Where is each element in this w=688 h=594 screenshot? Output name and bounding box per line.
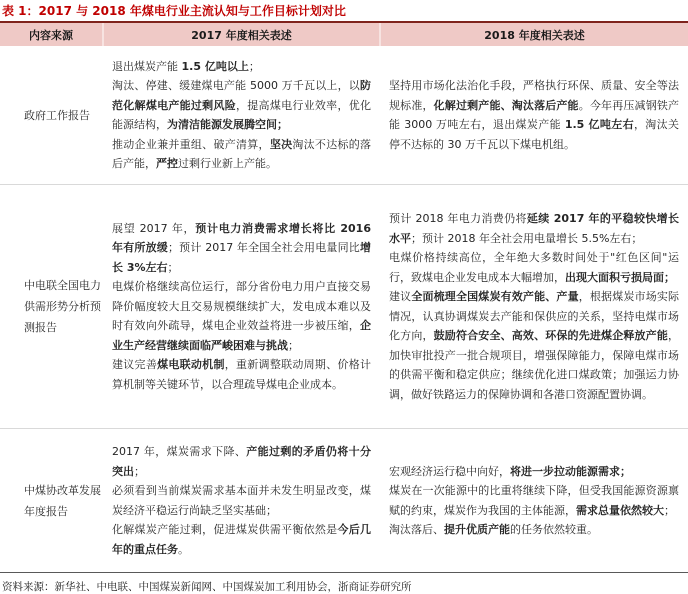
source-cell-government-work-report: 政府工作报告: [0, 46, 103, 185]
paragraph: 电煤价格继续高位运行，部分省份电力用户直接交易降价幅度较大且交易规模继续扩大，发电成本难以及时有效向外疏导，煤电企业效益将进一步被压缩，企业生产经营继续面临严峻困难与挑战；: [112, 280, 371, 352]
paragraph: 化解煤炭产能过剩，促进煤炭供需平衡依然是今后几年的重点任务。: [112, 523, 371, 556]
table-row: [0, 429, 688, 573]
cell-2018-government: [380, 46, 688, 185]
paragraph: 展望 2017 年，预计电力消费需求增长将比 2016 年有所放缓；预计 2017 年全国全社会用电量同比增长 3%左右；: [112, 221, 371, 274]
paragraph: 推动企业兼并重组、破产清算，坚决淘汰不达标的落后产能，严控过剩行业新上产能。: [112, 137, 372, 170]
table-title: 表 1：2017 与 2018 年煤电行业主流认知与工作目标计划对比: [2, 4, 346, 18]
comparison-table: [0, 23, 688, 573]
cell-2017-government: [103, 46, 380, 185]
paragraph: 预计 2018 年电力消费仍将延续 2017 年的平稳较快增长水平；预计 2018 年全社会用电量增长 5.5%左右；: [389, 212, 679, 245]
table-row: [0, 185, 688, 429]
source-cell-cnca-annual-report: 中煤协改革发展年度报告: [0, 429, 103, 573]
paragraph: 必须看到当前煤炭需求基本面并未发生明显改变，煤炭经济平稳运行尚缺乏坚实基础；: [112, 484, 371, 517]
paragraph: 2017 年，煤炭需求下降、产能过剩的矛盾仍将十分突出；: [112, 445, 371, 478]
cell-2017-cec: [103, 185, 380, 429]
paragraph: 淘汰、停建、缓建煤电产能 5000 万千瓦以上，以防范化解煤电产能过剩风险，提高煤电行业效率，优化能源结构，为清洁能源发展腾空间；: [112, 79, 371, 131]
paragraph: 退出煤炭产能 1.5 亿吨以上；: [112, 59, 260, 73]
header-2017-statements: 2017 年度相关表述: [103, 23, 380, 46]
header-row: [0, 23, 688, 46]
paragraph: 建议完善煤电联动机制，重新调整联动周期、价格计算机制等关键环节，以合理疏导煤电企业成本。: [112, 358, 372, 391]
cell-2017-cnca: [103, 429, 380, 573]
source-cell-cec-forecast-report: 中电联全国电力供需形势分析预测报告: [0, 185, 103, 429]
cell-2018-cec: [380, 185, 688, 429]
paragraph: 坚持用市场化法治化手段，严格执行环保、质量、安全等法规标准，化解过剩产能、淘汰落后产能。今年再压减钢铁产能 3000 万吨左右，退出煤炭产能 1.5 亿吨左右，淘汰关停不达标的 30 万千瓦以下煤电机组。: [389, 79, 680, 151]
source-note: 资料来源：新华社、中电联、中国煤炭新闻网、中国煤炭加工利用协会，浙商证券研究所: [2, 581, 412, 593]
cell-2018-cnca: [380, 429, 688, 573]
paragraph: 宏观经济运行稳中向好，将进一步拉动能源需求；: [389, 464, 631, 478]
paragraph: 煤炭在一次能源中的比重将继续下降，但受我国能源资源禀赋的约束，煤炭作为我国的主体能源，需求总量依然较大；: [389, 484, 679, 517]
header-2018-statements: 2018 年度相关表述: [380, 23, 688, 46]
paragraph: 建议全面梳理全国煤炭有效产能、产量，根据煤炭市场实际情况，认真协调煤炭去产能和保供应的关系，坚持电煤市场化方向，鼓励符合安全、高效、环保的先进煤企释放产能，加快审批投产一批合规项目，增强保障能力，保障电煤市场的供需平衡和稳定供应；继续优化进口煤政策；加强运力协调，做好铁路运力的保障协调和各港口资源配置协调。: [389, 290, 680, 401]
paragraph: 电煤价格持续高位，全年绝大多数时间处于"红色区间"运行，致煤电企业发电成本大幅增加，出现大面积亏损局面；: [389, 251, 679, 284]
table-row: [0, 46, 688, 185]
header-content-source: 内容来源: [0, 23, 103, 46]
paragraph: 淘汰落后、提升优质产能的任务依然较重。: [389, 523, 598, 536]
